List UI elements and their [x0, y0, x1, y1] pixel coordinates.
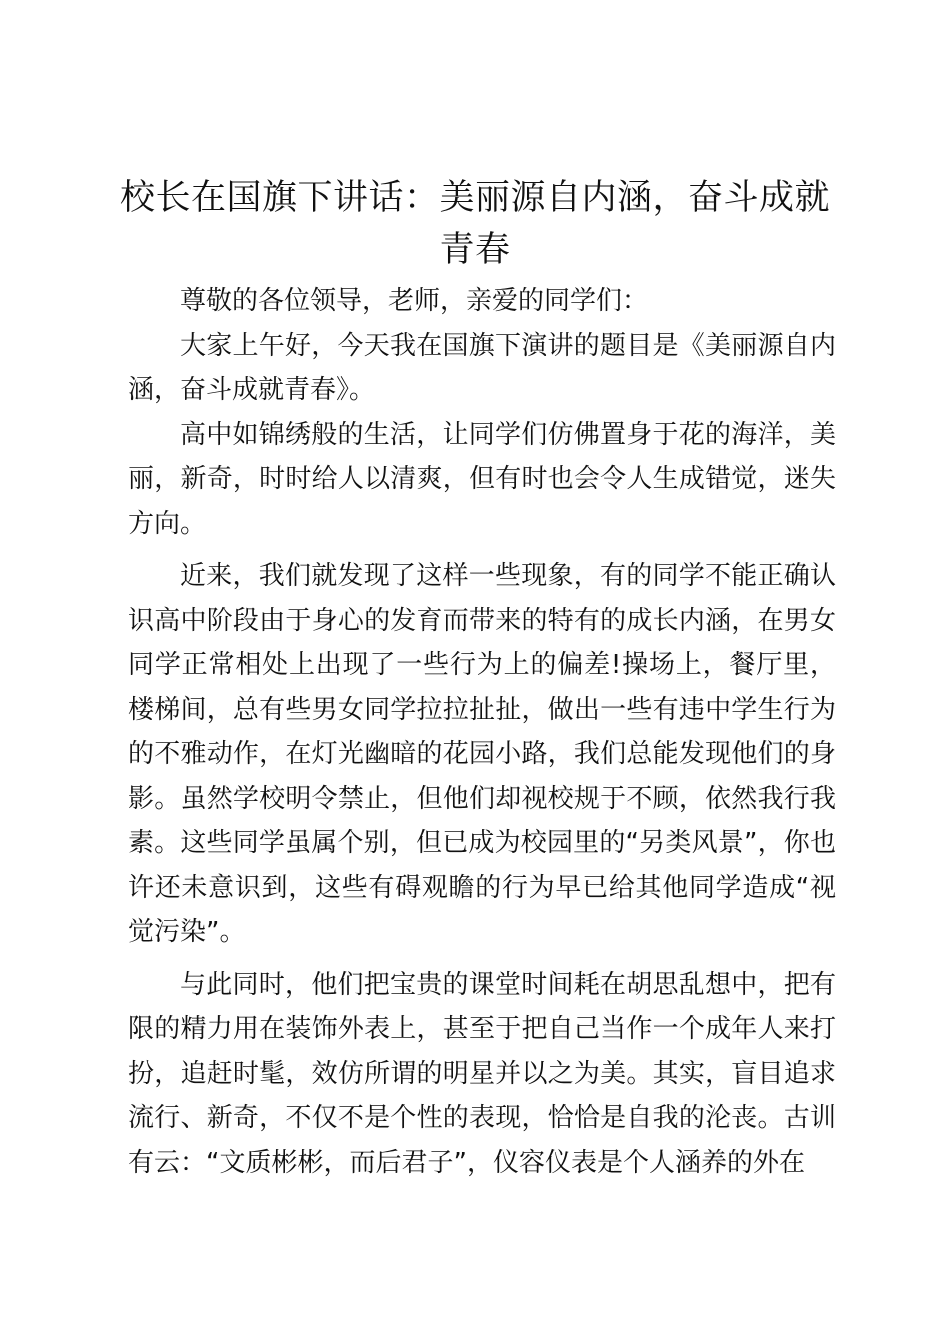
paragraph-recent-phenomena: 近来，我们就发现了这样一些现象，有的同学不能正确认识高中阶段由于身心的发育而带来的特有的成长内涵，在男女同学正常相处上出现了一些行为上的偏差!操场上，餐厅里，楼梯间，总有些男女同学拉拉扯扯，做出一些有违中学生行为的不雅动作，在灯光幽暗的花园小路，我们总能发现他们的身影。虽然学校明令禁止，但他们却视校规于不顾，依然我行我素。这些同学虽属个别，但已成为校园里的“另类风景”，你也许还未意识到，这些有碍观瞻的行为早已给其他同学造成“视觉污染”。 — [128, 561, 836, 947]
document-body — [128, 279, 836, 1185]
paragraph-high-school-life: 高中如锦绣般的生活，让同学们仿佛置身于花的海洋，美丽，新奇，时时给人以清爽，但有时也会令人生成错觉，迷失方向。 — [128, 419, 836, 539]
paragraph-meanwhile: 与此同时，他们把宝贵的课堂时间耗在胡思乱想中，把有限的精力用在装饰外表上，甚至于把自己当作一个成年人来打扮，追赶时髦，效仿所谓的明星并以之为美。其实，盲目追求流行、新奇，不仅不是个性的表现，恰恰是自我的沦丧。古训有云：“文质彬彬，而后君子”，仪容仪表是个人涵养的外在 — [128, 969, 836, 1178]
paragraph-greeting: 大家上午好，今天我在国旗下演讲的题目是《美丽源自内涵，奋斗成就青春》。 — [128, 330, 836, 405]
document-title: 校长在国旗下讲话：美丽源自内涵，奋斗成就青春 — [119, 178, 830, 270]
paragraph-salutation: 尊敬的各位领导，老师，亲爱的同学们： — [180, 286, 649, 316]
